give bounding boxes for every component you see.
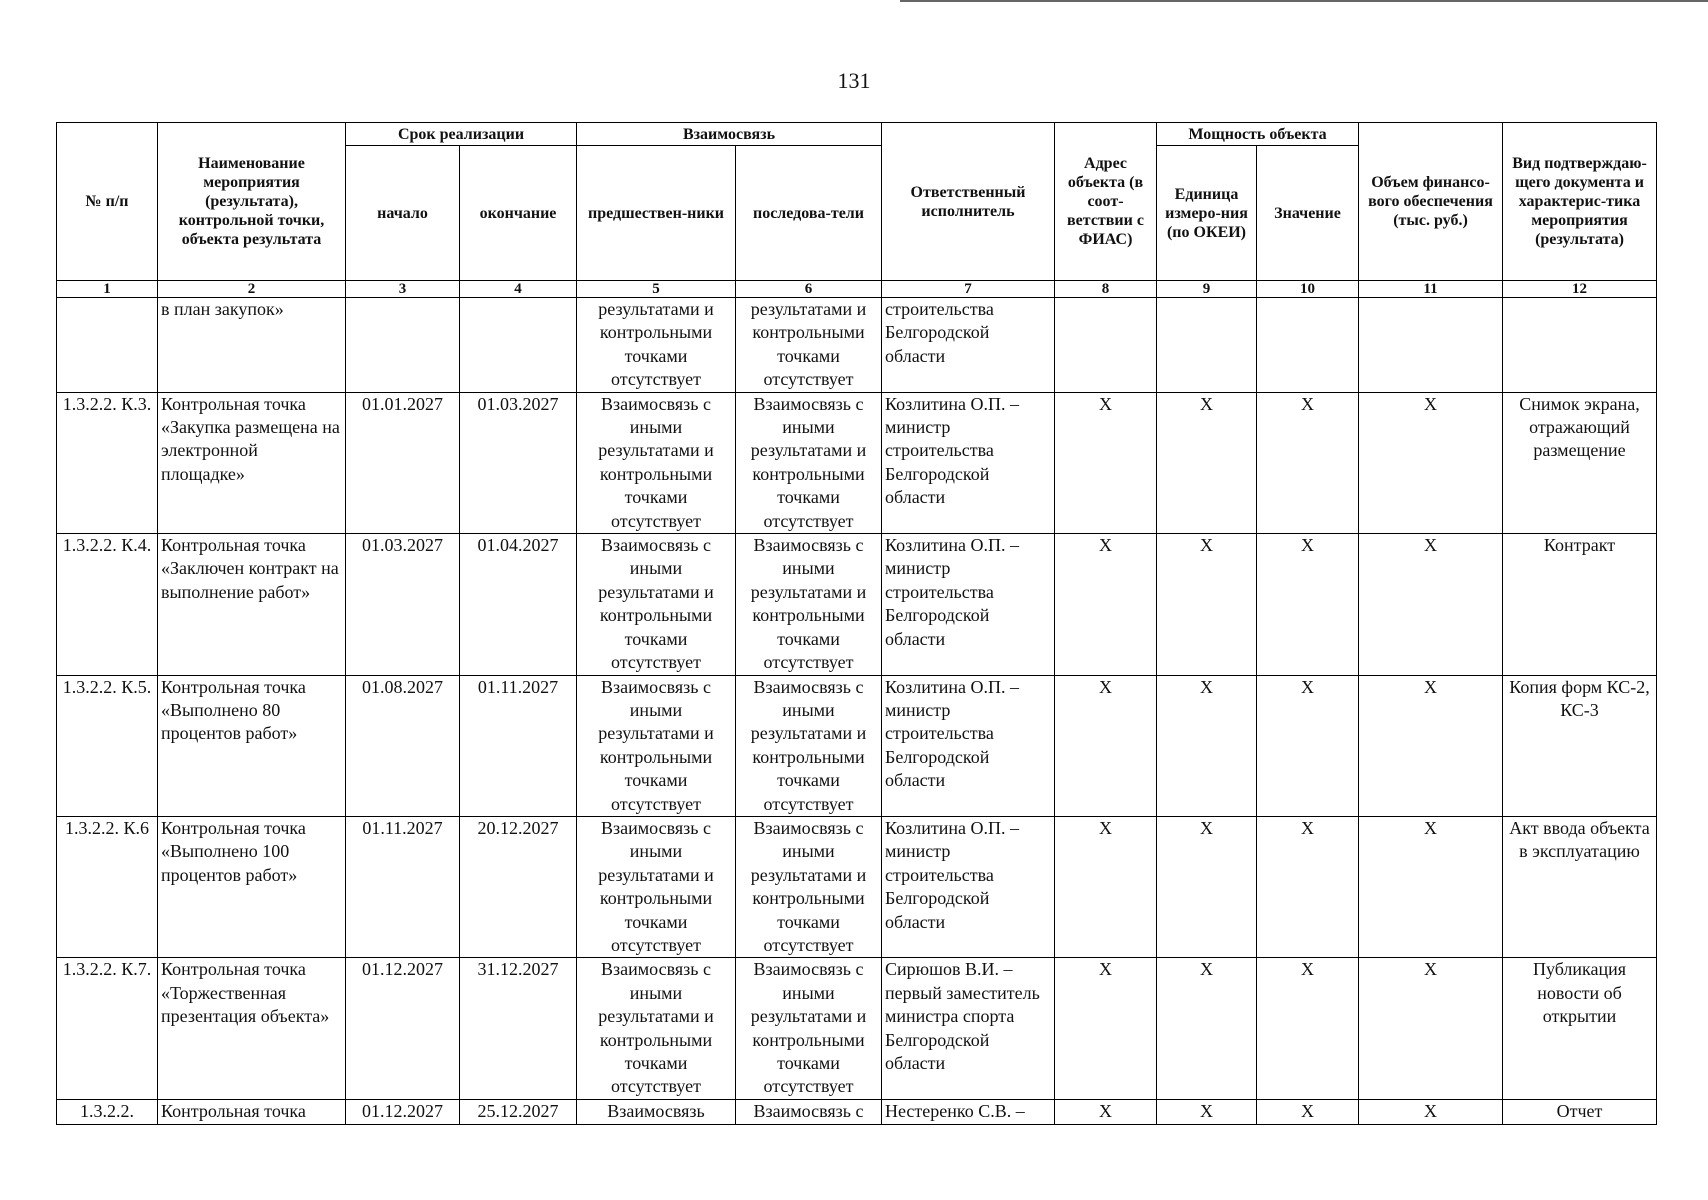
header-num: № п/п	[57, 123, 158, 281]
cell-predecessors: Взаимосвязь с иными результатами и контрольными точками отсутствует	[577, 675, 736, 816]
header-end: окончание	[460, 146, 577, 281]
cell-value	[1257, 298, 1359, 393]
cell-name: Контрольная точка «Торжественная презентация объекта»	[158, 958, 346, 1099]
cell-start: 01.11.2027	[346, 816, 460, 957]
top-rule	[900, 0, 1708, 2]
cell-finance: Х	[1359, 1099, 1503, 1124]
table-row	[57, 675, 1657, 816]
cell-successors: Взаимосвязь с иными результатами и контрольными точками отсутствует	[736, 534, 882, 675]
cell-finance: Х	[1359, 392, 1503, 533]
header-name: Наименование мероприятия (результата), контрольной точки, объекта результата	[158, 123, 346, 281]
cell-start: 01.12.2027	[346, 958, 460, 1099]
table-row	[57, 1099, 1657, 1124]
cell-responsible: Козлитина О.П. – министр строительства Белгородской области	[882, 816, 1055, 957]
col-number: 3	[346, 281, 460, 298]
cell-value: Х	[1257, 816, 1359, 957]
cell-predecessors: Взаимосвязь с иными результатами и контрольными точками отсутствует	[577, 392, 736, 533]
cell-address: Х	[1055, 675, 1157, 816]
col-number: 9	[1157, 281, 1257, 298]
cell-end: 20.12.2027	[460, 816, 577, 957]
cell-address: Х	[1055, 958, 1157, 1099]
cell-name: в план закупок»	[158, 298, 346, 393]
header-successors: последова-тели	[736, 146, 882, 281]
cell-predecessors: Взаимосвязь	[577, 1099, 736, 1124]
table-header	[57, 123, 1657, 298]
cell-unit: Х	[1157, 958, 1257, 1099]
cell-responsible: строительства Белгородской области	[882, 298, 1055, 393]
cell-responsible: Козлитина О.П. – министр строительства Белгородской области	[882, 392, 1055, 533]
cell-document: Акт ввода объекта в эксплуатацию	[1503, 816, 1657, 957]
cell-start	[346, 298, 460, 393]
cell-successors: Взаимосвязь с иными результатами и контрольными точками отсутствует	[736, 392, 882, 533]
cell-document: Отчет	[1503, 1099, 1657, 1124]
col-number: 11	[1359, 281, 1503, 298]
col-number: 5	[577, 281, 736, 298]
cell-end: 01.04.2027	[460, 534, 577, 675]
cell-document: Копия форм КС-2, КС-3	[1503, 675, 1657, 816]
cell-predecessors: Взаимосвязь с иными результатами и контрольными точками отсутствует	[577, 534, 736, 675]
table-row	[57, 392, 1657, 533]
header-group-link: Взаимосвязь	[577, 123, 882, 146]
header-group-capacity: Мощность объекта	[1157, 123, 1359, 146]
cell-end: 01.11.2027	[460, 675, 577, 816]
cell-value: Х	[1257, 392, 1359, 533]
cell-num	[57, 298, 158, 393]
cell-start: 01.01.2027	[346, 392, 460, 533]
plan-table	[56, 122, 1657, 1125]
cell-document: Контракт	[1503, 534, 1657, 675]
col-number: 7	[882, 281, 1055, 298]
cell-start: 01.03.2027	[346, 534, 460, 675]
cell-predecessors: результатами и контрольными точками отсутствует	[577, 298, 736, 393]
cell-name: Контрольная точка «Выполнено 80 процентов работ»	[158, 675, 346, 816]
col-number: 1	[57, 281, 158, 298]
cell-document	[1503, 298, 1657, 393]
cell-document: Снимок экрана, отражающий размещение	[1503, 392, 1657, 533]
cell-address: Х	[1055, 816, 1157, 957]
cell-end: 25.12.2027	[460, 1099, 577, 1124]
cell-num: 1.3.2.2. К.5.	[57, 675, 158, 816]
cell-unit: Х	[1157, 1099, 1257, 1124]
header-unit: Единица измеро-ния (по ОКЕИ)	[1157, 146, 1257, 281]
cell-name: Контрольная точка «Выполнено 100 процентов работ»	[158, 816, 346, 957]
header-predecessors: предшествен-ники	[577, 146, 736, 281]
header-value: Значение	[1257, 146, 1359, 281]
cell-successors: Взаимосвязь с иными результатами и контрольными точками отсутствует	[736, 958, 882, 1099]
cell-successors: Взаимосвязь с иными результатами и контрольными точками отсутствует	[736, 816, 882, 957]
cell-predecessors: Взаимосвязь с иными результатами и контрольными точками отсутствует	[577, 816, 736, 957]
cell-successors: Взаимосвязь с иными результатами и контрольными точками отсутствует	[736, 675, 882, 816]
cell-address: Х	[1055, 1099, 1157, 1124]
cell-address: Х	[1055, 392, 1157, 533]
cell-end: 31.12.2027	[460, 958, 577, 1099]
col-number: 10	[1257, 281, 1359, 298]
cell-num: 1.3.2.2. К.6	[57, 816, 158, 957]
cell-predecessors: Взаимосвязь с иными результатами и контрольными точками отсутствует	[577, 958, 736, 1099]
cell-unit: Х	[1157, 534, 1257, 675]
col-number: 6	[736, 281, 882, 298]
cell-name: Контрольная точка	[158, 1099, 346, 1124]
header-start: начало	[346, 146, 460, 281]
header-address: Адрес объекта (в соот-ветствии с ФИАС)	[1055, 123, 1157, 281]
header-group-term: Срок реализации	[346, 123, 577, 146]
cell-value: Х	[1257, 958, 1359, 1099]
cell-name: Контрольная точка «Закупка размещена на электронной площадке»	[158, 392, 346, 533]
cell-start: 01.08.2027	[346, 675, 460, 816]
header-responsible: Ответственный исполнитель	[882, 123, 1055, 281]
cell-start: 01.12.2027	[346, 1099, 460, 1124]
cell-unit	[1157, 298, 1257, 393]
cell-value: Х	[1257, 534, 1359, 675]
cell-end	[460, 298, 577, 393]
cell-finance: Х	[1359, 534, 1503, 675]
header-document: Вид подтверждаю-щего документа и характерис-тика мероприятия (результата)	[1503, 123, 1657, 281]
cell-num: 1.3.2.2. К.4.	[57, 534, 158, 675]
col-number: 8	[1055, 281, 1157, 298]
cell-responsible: Козлитина О.П. – министр строительства Белгородской области	[882, 675, 1055, 816]
column-number-row	[57, 281, 1657, 298]
table-row	[57, 816, 1657, 957]
col-number: 2	[158, 281, 346, 298]
col-number: 4	[460, 281, 577, 298]
table-body	[57, 298, 1657, 1125]
cell-responsible: Козлитина О.П. – министр строительства Белгородской области	[882, 534, 1055, 675]
page-number: 131	[837, 68, 871, 93]
header-finance: Объем финансо-вого обеспечения (тыс. руб.)	[1359, 123, 1503, 281]
cell-address	[1055, 298, 1157, 393]
cell-finance: Х	[1359, 816, 1503, 957]
cell-name: Контрольная точка «Заключен контракт на выполнение работ»	[158, 534, 346, 675]
cell-num: 1.3.2.2.	[57, 1099, 158, 1124]
cell-value: Х	[1257, 1099, 1359, 1124]
cell-unit: Х	[1157, 816, 1257, 957]
cell-document: Публикация новости об открытии	[1503, 958, 1657, 1099]
cell-finance	[1359, 298, 1503, 393]
cell-address: Х	[1055, 534, 1157, 675]
cell-successors: результатами и контрольными точками отсутствует	[736, 298, 882, 393]
table-row	[57, 298, 1657, 393]
cell-end: 01.03.2027	[460, 392, 577, 533]
col-number: 12	[1503, 281, 1657, 298]
cell-unit: Х	[1157, 675, 1257, 816]
cell-responsible: Нестеренко С.В. –	[882, 1099, 1055, 1124]
table-row	[57, 958, 1657, 1099]
cell-num: 1.3.2.2. К.7.	[57, 958, 158, 1099]
cell-responsible: Сирюшов В.И. – первый заместитель министра спорта Белгородской области	[882, 958, 1055, 1099]
cell-unit: Х	[1157, 392, 1257, 533]
cell-finance: Х	[1359, 675, 1503, 816]
cell-num: 1.3.2.2. К.3.	[57, 392, 158, 533]
cell-finance: Х	[1359, 958, 1503, 1099]
table-row	[57, 534, 1657, 675]
cell-value: Х	[1257, 675, 1359, 816]
cell-successors: Взаимосвязь с	[736, 1099, 882, 1124]
